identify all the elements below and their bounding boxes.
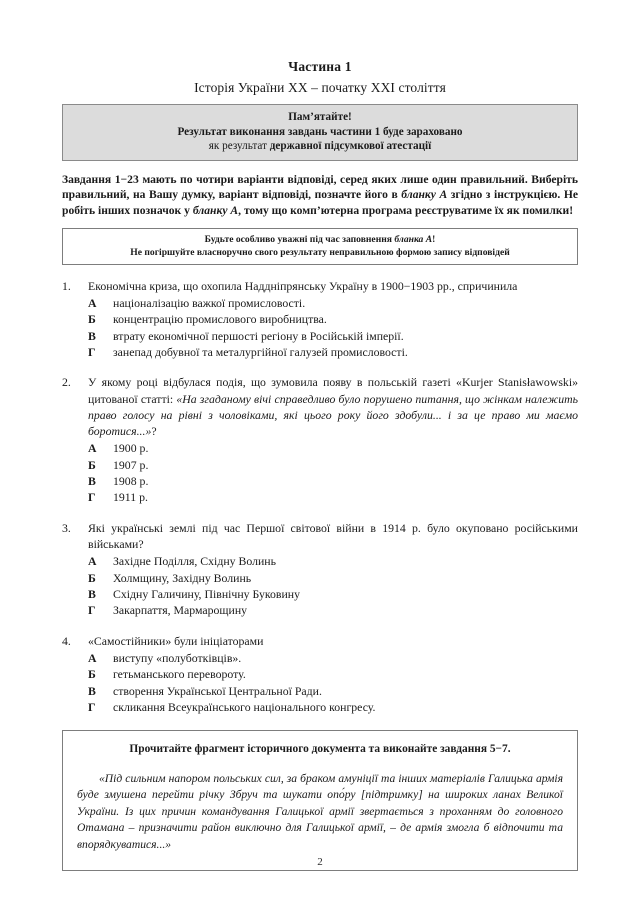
option-3-g[interactable]	[88, 602, 578, 618]
option-1-b[interactable]	[88, 311, 578, 327]
question-3-head	[62, 520, 578, 552]
document-excerpt-title: Прочитайте фрагмент історичного документа та виконайте завдання 5−7.	[129, 742, 511, 755]
warning-line-1-prefix: Будьте особливо уважні під час заповнення	[204, 233, 395, 245]
questions-list	[62, 278, 578, 716]
option-text: націоналізацію важкої промисловості.	[113, 295, 306, 310]
option-letter: В	[88, 683, 96, 698]
option-letter: Б	[88, 457, 96, 472]
question-3-options	[62, 553, 578, 619]
option-letter: Б	[88, 667, 96, 682]
question-1-number: 1.	[62, 278, 71, 293]
option-1-v[interactable]	[88, 328, 578, 344]
warning-box	[62, 228, 578, 265]
option-text: створення Української Центральної Ради.	[113, 683, 322, 698]
option-letter: Г	[88, 603, 96, 618]
question-2	[62, 374, 578, 505]
option-2-b[interactable]	[88, 457, 578, 473]
question-1	[62, 278, 578, 361]
question-2-text	[88, 374, 578, 439]
option-4-a[interactable]	[88, 650, 578, 666]
instruction-italic-2: бланку А	[192, 203, 239, 217]
question-2-number: 2.	[62, 375, 71, 390]
instruction-part-3: , тому що комп’ютерна програма реєструватиме їх як помилки!	[238, 203, 574, 217]
option-text: 1908 р.	[113, 474, 149, 489]
question-4	[62, 633, 578, 716]
option-text: Західне Поділля, Східну Волинь	[113, 554, 276, 569]
option-2-a[interactable]	[88, 440, 578, 456]
question-1-options	[62, 295, 578, 361]
option-text: втрату економічної першості регіону в Російській імперії.	[113, 328, 404, 343]
question-2-head	[62, 374, 578, 439]
remember-line-2	[69, 139, 571, 154]
question-3	[62, 520, 578, 619]
instruction-part-1: Завдання 1−23 мають по чотири варіанти відповіді, серед яких лише один правильний. Виберіть правильний, на Вашу думку, варіант відповіді, позначте його в	[62, 172, 578, 202]
remember-box	[62, 104, 578, 161]
document-excerpt-box	[62, 730, 578, 871]
question-2-options	[62, 440, 578, 506]
question-1-text: Економічна криза, що охопила Наддніпрянську Україну в 1900−1903 рр., спричинила	[88, 278, 518, 293]
page-title-subject: Історія України XX – початку XXI століття	[194, 80, 446, 95]
remember-line-2-prefix: як результат	[208, 140, 270, 153]
warning-line-1-suffix: !	[432, 233, 436, 245]
option-text: концентрацію промислового виробництва.	[113, 312, 327, 327]
question-3-text: Які українські землі під час Першої світової війни в 1914 р. було окуповано російськими військами?	[88, 520, 578, 552]
option-text: Закарпаття, Мармарощину	[113, 603, 248, 618]
option-letter: Б	[88, 312, 96, 327]
option-text: 1907 р.	[113, 457, 149, 472]
warning-line-1-italic: бланка А	[394, 233, 433, 245]
option-letter: В	[88, 328, 96, 343]
option-text: скликання Всеукраїнського національного конгресу.	[113, 700, 376, 715]
option-text: виступу «полуботківців».	[113, 651, 242, 666]
question-2-text-suffix: ?	[151, 424, 157, 438]
option-1-a[interactable]	[88, 295, 578, 311]
option-text: гетьманського перевороту.	[113, 667, 246, 682]
option-letter: Б	[88, 570, 96, 585]
question-1-head	[62, 278, 578, 294]
option-letter: А	[88, 651, 97, 666]
warning-line-1	[69, 233, 571, 246]
question-4-options	[62, 650, 578, 716]
option-letter: В	[88, 587, 96, 602]
instruction-paragraph	[62, 172, 578, 219]
option-4-g[interactable]	[88, 699, 578, 715]
remember-heading: Пам’ятайте!	[288, 111, 352, 123]
option-2-g[interactable]	[88, 489, 578, 505]
instruction-part-2: згідно з інструкцією. Не робіть інших позначок у	[62, 188, 579, 217]
page-title-part: Частина 1	[288, 59, 352, 74]
document-excerpt-body: «Під сильним напором польських сил, за браком амуніції та інших матеріалів Галицька армія буде змушена перейти річку Збруч та шукати опо́ру [підтримку] на широких ланах Великої України. Із цих причин командування Галицької армії звертається з проханням до головного Отамана – призначити район виключно для Галицької армії, – де армія змогла б відпочити та впорядкуватися...»	[77, 771, 563, 852]
question-4-text: «Самостійники» були ініціаторами	[88, 633, 264, 648]
option-3-b[interactable]	[88, 570, 578, 586]
option-letter: Г	[88, 490, 96, 505]
option-letter: В	[88, 474, 96, 489]
remember-line-1: Результат виконання завдань частини 1 буде зараховано	[177, 125, 463, 138]
warning-line-2: Не погіршуйте власноручно свого результату неправильною формою запису відповідей	[130, 246, 510, 258]
option-text: 1911 р.	[113, 490, 148, 505]
option-1-g[interactable]	[88, 344, 578, 360]
option-text: Холмщину, Західну Волинь	[113, 570, 252, 585]
option-letter: А	[88, 441, 97, 456]
option-3-v[interactable]	[88, 586, 578, 602]
page-content	[62, 58, 578, 871]
option-2-v[interactable]	[88, 473, 578, 489]
question-4-head	[62, 633, 578, 649]
option-4-v[interactable]	[88, 683, 578, 699]
question-4-number: 4.	[62, 633, 71, 648]
option-4-b[interactable]	[88, 666, 578, 682]
option-text: занепад добувної та металургійної галузей промисловості.	[113, 344, 408, 359]
instruction-italic-1: бланку А	[401, 188, 448, 202]
question-3-number: 3.	[62, 520, 71, 535]
option-text: 1900 р.	[113, 441, 149, 456]
option-text: Східну Галичину, Північну Буковину	[113, 587, 301, 602]
page-number: 2	[317, 856, 323, 868]
option-letter: Г	[88, 700, 96, 715]
option-letter: А	[88, 295, 97, 310]
option-3-a[interactable]	[88, 553, 578, 569]
question-2-text-prefix: У якому році відбулася подія, що зумовила появу в польській газеті «Kurjer Stanisławowski» цитованої статті:	[88, 375, 578, 406]
option-letter: А	[88, 554, 97, 569]
remember-line-2-bold: державної підсумкової атестації	[269, 140, 432, 153]
question-2-quote: «На згаданому вічі справедливо було порушено питання, що жінкам належить право голосу на рівні з чоловіками, які цього року його здобули... і за це право ми маємо боротися...»	[88, 391, 578, 438]
option-letter: Г	[88, 344, 96, 359]
